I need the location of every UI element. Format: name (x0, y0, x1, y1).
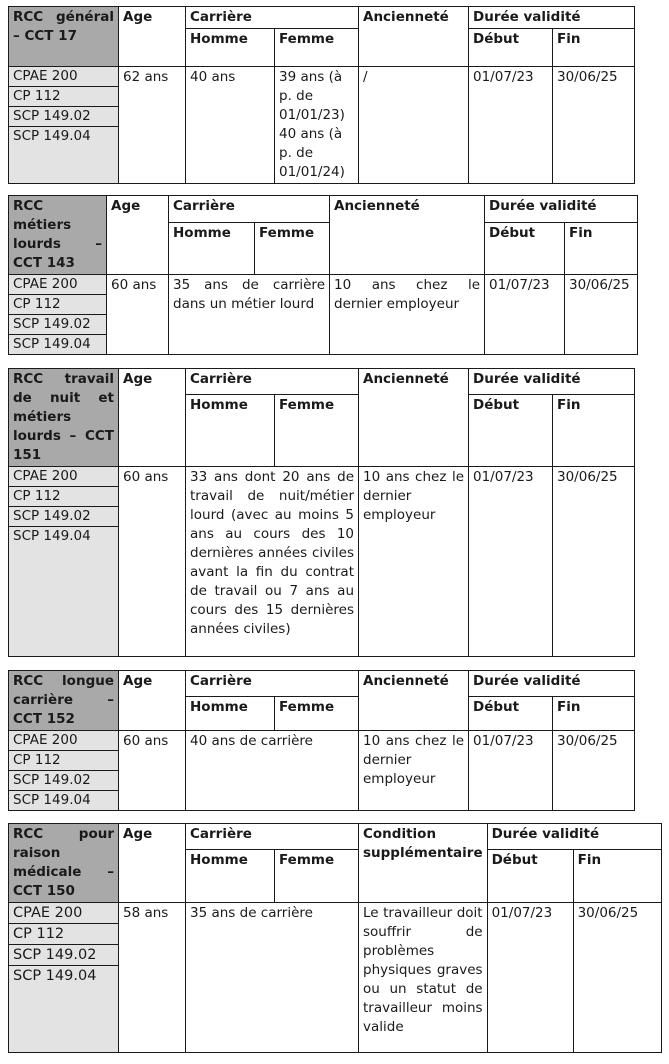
rcc-table-cct152 (8, 670, 635, 811)
col-header-age: Age (119, 824, 186, 903)
code-item: CP 112 (9, 294, 106, 314)
table-title: RCC pour raison médicale – CCT 150 (9, 824, 119, 903)
col-header-debut: Début (469, 29, 553, 67)
col-header-duree: Durée validité (469, 369, 635, 395)
col-header-carriere: Carrière (186, 824, 359, 850)
col-header-carriere: Carrière (186, 7, 359, 29)
anciennete-value: / (359, 67, 469, 184)
col-header-anciennete: Ancienneté (359, 671, 469, 731)
fin-value: 30/06/25 (553, 731, 635, 811)
codes-cell (9, 731, 119, 811)
col-header-carriere: Carrière (186, 369, 359, 395)
col-header-carriere: Carrière (186, 671, 359, 697)
code-item: SCP 149.04 (9, 126, 118, 146)
homme-value: 40 ans (186, 67, 275, 184)
code-item: CPAE 200 (13, 68, 78, 84)
fin-value: 30/06/25 (573, 903, 661, 1053)
col-header-age: Age (119, 671, 186, 731)
col-header-homme: Homme (169, 223, 255, 275)
codes-cell (9, 903, 119, 1053)
debut-value: 01/07/23 (485, 275, 565, 355)
codes-cell (9, 467, 119, 657)
carriere-value: 35 ans de carrière dans un métier lourd (169, 275, 330, 355)
col-header-fin: Fin (553, 29, 635, 67)
code-item: SCP 149.02 (9, 314, 106, 334)
table-title: RCC longue carrière – CCT 152 (9, 671, 119, 731)
col-header-homme: Homme (186, 395, 275, 467)
code-item: SCP 149.02 (9, 944, 118, 965)
anciennete-value: 10 ans chez le dernier employeur (359, 731, 469, 811)
col-header-debut: Début (487, 850, 573, 903)
code-item: CP 112 (9, 923, 118, 944)
rcc-table-cct150 (8, 823, 662, 1053)
age-value: 62 ans (119, 67, 186, 184)
table-title: RCC travail de nuit et métiers lourds – CCT 151 (9, 369, 119, 467)
fin-value: 30/06/25 (553, 467, 635, 657)
code-item: SCP 149.02 (9, 106, 118, 126)
col-header-debut: Début (469, 697, 553, 731)
col-header-homme: Homme (186, 29, 275, 67)
age-value: 60 ans (107, 275, 169, 355)
col-header-fin: Fin (553, 697, 635, 731)
col-header-homme: Homme (186, 850, 275, 903)
debut-value: 01/07/23 (469, 731, 553, 811)
codes-cell (9, 275, 107, 355)
col-header-carriere: Carrière (169, 196, 330, 223)
col-header-debut: Début (485, 223, 565, 275)
anciennete-value: 10 ans chez le dernier employeur (359, 467, 469, 657)
femme-value (275, 67, 359, 184)
code-item: SCP 149.02 (9, 770, 118, 790)
code-item: SCP 149.04 (9, 790, 118, 810)
col-header-femme: Femme (275, 29, 359, 67)
condition-value: Le travailleur doit souffrir de problèmes physiques graves ou un statut de travailleur moins valide (359, 903, 488, 1053)
code-item: CP 112 (9, 486, 118, 506)
code-item: CP 112 (9, 86, 118, 106)
code-item: CP 112 (9, 750, 118, 770)
age-value: 60 ans (119, 731, 186, 811)
age-value: 58 ans (119, 903, 186, 1053)
femme-value-line: 40 ans (à p. de 01/01/24) (279, 126, 345, 180)
code-item: CPAE 200 (13, 905, 83, 921)
codes-cell (9, 67, 119, 184)
col-header-condition: Condition supplémentaire (359, 824, 488, 903)
femme-value-line: 39 ans (à p. de 01/01/23) (279, 69, 345, 123)
debut-value: 01/07/23 (469, 467, 553, 657)
fin-value: 30/06/25 (565, 275, 638, 355)
col-header-homme: Homme (186, 697, 275, 731)
code-item: SCP 149.02 (9, 506, 118, 526)
carriere-value: 35 ans de carrière (186, 903, 359, 1053)
code-item: CPAE 200 (13, 276, 78, 292)
code-item: SCP 149.04 (9, 526, 118, 546)
debut-value: 01/07/23 (487, 903, 573, 1053)
anciennete-value: 10 ans chez le dernier employeur (330, 275, 485, 355)
col-header-fin: Fin (573, 850, 661, 903)
col-header-femme: Femme (275, 697, 359, 731)
col-header-femme: Femme (275, 850, 359, 903)
rcc-table-cct143 (8, 195, 638, 355)
col-header-duree: Durée validité (469, 7, 635, 29)
rcc-table-cct151 (8, 368, 635, 657)
col-header-age: Age (119, 369, 186, 467)
code-item: CPAE 200 (13, 732, 78, 748)
col-header-age: Age (107, 196, 169, 275)
carriere-value: 40 ans de carrière (186, 731, 359, 811)
code-item: SCP 149.04 (9, 965, 118, 986)
code-item: SCP 149.04 (9, 334, 106, 354)
table-title: RCC général – CCT 17 (9, 7, 119, 67)
carriere-value: 33 ans dont 20 ans de travail de nuit/métier lourd (avec au moins 5 ans au cours des 10 dernières années civiles avant la fin du contrat de travail ou 7 ans au cours des 15 dernières années civiles) (186, 467, 359, 657)
age-value: 60 ans (119, 467, 186, 657)
table-title: RCC métiers lourds – CCT 143 (9, 196, 107, 275)
code-item: CPAE 200 (13, 468, 78, 484)
col-header-anciennete: Ancienneté (359, 369, 469, 467)
col-header-duree: Durée validité (485, 196, 638, 223)
col-header-femme: Femme (255, 223, 330, 275)
col-header-fin: Fin (553, 395, 635, 467)
col-header-debut: Début (469, 395, 553, 467)
col-header-anciennete: Ancienneté (330, 196, 485, 275)
col-header-femme: Femme (275, 395, 359, 467)
rcc-table-cct17 (8, 6, 635, 184)
col-header-age: Age (119, 7, 186, 67)
debut-value: 01/07/23 (469, 67, 553, 184)
col-header-anciennete: Ancienneté (359, 7, 469, 67)
col-header-duree: Durée validité (469, 671, 635, 697)
col-header-duree: Durée validité (487, 824, 661, 850)
fin-value: 30/06/25 (553, 67, 635, 184)
col-header-fin: Fin (565, 223, 638, 275)
